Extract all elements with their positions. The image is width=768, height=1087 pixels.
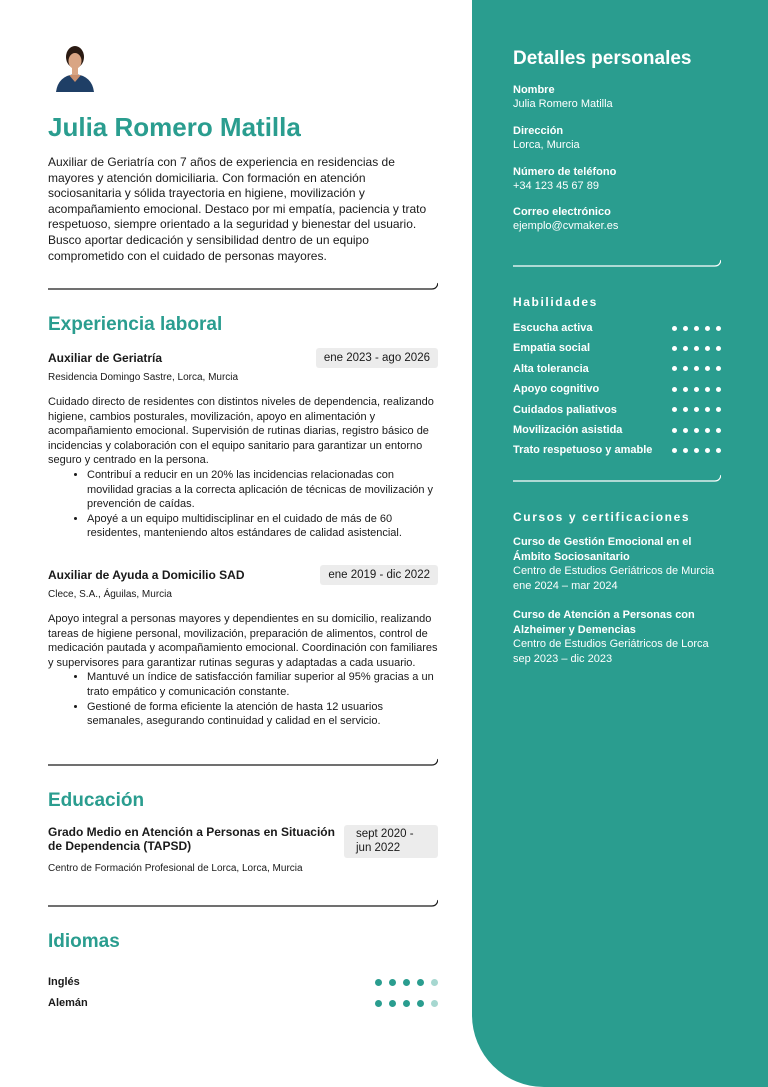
skill-row: [513, 423, 721, 437]
skill-name: Escucha activa: [513, 322, 593, 334]
section-divider: [48, 281, 438, 290]
skill-row: [513, 362, 721, 376]
languages-title: Idiomas: [48, 931, 120, 952]
course-entry: [513, 608, 728, 666]
course-institution: Centro de Estudios Geriátricos de Murcia: [513, 565, 715, 578]
date-badge: sept 2020 - jun 2022: [344, 825, 438, 858]
skills-title: Habilidades: [513, 295, 598, 309]
skill-row: [513, 382, 721, 396]
sidebar: [472, 0, 768, 1087]
level-dot: [431, 1000, 438, 1007]
course-title: Curso de Atención a Personas con Alzheimer y Demencias: [513, 609, 695, 636]
detail-label: Correo electrónico: [513, 206, 611, 218]
detail-name: [513, 83, 733, 111]
candidate-name: Julia Romero Matilla: [48, 112, 301, 142]
level-dot: [694, 346, 699, 351]
level-dot: [403, 979, 410, 986]
level-dot: [672, 448, 677, 453]
company: Clece, S.A., Águilas, Murcia: [48, 589, 172, 600]
course-dates: ene 2024 – mar 2024: [513, 579, 618, 592]
achievement-item: • Gestioné de forma eficiente la atención de hasta 12 usuarios semanales, asegurando continuidad y calidad en el servicio.: [87, 700, 438, 729]
level-dot: [672, 387, 677, 392]
job-description: Cuidado directo de residentes con distintos niveles de dependencia, realizando higiene, cambios posturales, movilización, apoyo en alimentación y acompañamiento emocional. Supervisión de rutinas diarias, registro básico de incidencias y colaboración con el equipo sanitario para garantizar un entorno seguro y centrado en la persona.: [48, 396, 434, 467]
level-dot: [683, 448, 688, 453]
detail-label: Dirección: [513, 125, 564, 137]
level-dot: [694, 428, 699, 433]
course-dates: sep 2023 – dic 2023: [513, 652, 613, 665]
level-dot: [375, 979, 382, 986]
skill-level: [672, 428, 721, 433]
skill-row: [513, 403, 721, 417]
skill-level: [672, 387, 721, 392]
language-name: Inglés: [48, 976, 80, 988]
section-divider: [48, 757, 438, 766]
level-dot: [672, 366, 677, 371]
skill-name: Empatia social: [513, 342, 591, 355]
education-title: Educación: [48, 790, 145, 811]
school: Centro de Formación Profesional de Lorca, Lorca, Murcia: [48, 863, 303, 874]
skill-name: Movilización asistida: [513, 424, 623, 436]
level-dot: [403, 1000, 410, 1007]
level-dot: [705, 428, 710, 433]
language-level: [375, 1000, 438, 1007]
level-dot: [705, 387, 710, 392]
level-dot: [716, 366, 721, 371]
level-dot: [716, 346, 721, 351]
level-dot: [716, 448, 721, 453]
skill-level: [672, 326, 721, 331]
level-dot: [417, 979, 424, 986]
skill-level: [672, 346, 721, 351]
skill-level: [672, 448, 721, 453]
detail-label: Nombre: [513, 84, 555, 96]
course-institution: Centro de Estudios Geriátricos de Lorca: [513, 638, 709, 651]
detail-email: [513, 205, 733, 233]
level-dot: [705, 448, 710, 453]
level-dot: [672, 326, 677, 331]
courses-title: Cursos y certificaciones: [513, 510, 691, 524]
skill-row: [513, 321, 721, 335]
date-badge: ene 2019 - dic 2022: [320, 565, 438, 585]
section-divider: [513, 474, 721, 482]
level-dot: [389, 979, 396, 986]
level-dot: [683, 387, 688, 392]
level-dot: [716, 407, 721, 412]
degree-title: Grado Medio en Atención a Personas en Situación de Dependencia (TAPSD): [48, 825, 335, 853]
level-dot: [683, 346, 688, 351]
level-dot: [672, 428, 677, 433]
job-title: Auxiliar de Ayuda a Domicilio SAD: [48, 568, 245, 582]
level-dot: [716, 326, 721, 331]
skill-name: Trato respetuoso y amable: [513, 444, 653, 457]
detail-address: [513, 124, 733, 152]
achievements-list: [48, 670, 438, 728]
detail-value: Julia Romero Matilla: [513, 98, 613, 110]
detail-value: +34 123 45 67 89: [513, 180, 599, 192]
level-dot: [672, 407, 677, 412]
level-dot: [375, 1000, 382, 1007]
job-entry: [48, 565, 438, 729]
job-title: Auxiliar de Geriatría: [48, 351, 163, 365]
company: Residencia Domingo Sastre, Lorca, Murcia: [48, 372, 239, 383]
language-row: [48, 975, 438, 989]
skill-level: [672, 407, 721, 412]
level-dot: [716, 428, 721, 433]
level-dot: [705, 366, 710, 371]
level-dot: [431, 979, 438, 986]
detail-value: ejemplo@cvmaker.es: [513, 220, 619, 232]
level-dot: [716, 387, 721, 392]
avatar: [52, 42, 98, 92]
level-dot: [672, 346, 677, 351]
course-title: Curso de Gestión Emocional en el Ámbito Sociosanitario: [513, 536, 692, 563]
date-badge: ene 2023 - ago 2026: [316, 348, 438, 368]
level-dot: [705, 326, 710, 331]
education-entry: [48, 825, 438, 874]
personal-details-title: Detalles personales: [513, 48, 692, 69]
language-row: [48, 996, 438, 1010]
course-entry: [513, 535, 728, 593]
experience-title: Experiencia laboral: [48, 314, 223, 335]
skill-row: [513, 443, 721, 457]
skill-name: Alta tolerancia: [513, 362, 589, 375]
level-dot: [417, 1000, 424, 1007]
level-dot: [694, 387, 699, 392]
language-name: Alemán: [48, 997, 88, 1009]
level-dot: [694, 448, 699, 453]
level-dot: [694, 407, 699, 412]
skill-level: [672, 366, 721, 371]
level-dot: [389, 1000, 396, 1007]
detail-value: Lorca, Murcia: [513, 139, 580, 151]
section-divider: [48, 898, 438, 907]
level-dot: [683, 326, 688, 331]
job-entry: [48, 348, 438, 541]
skill-row: [513, 341, 721, 355]
job-description: Apoyo integral a personas mayores y dependientes en su domicilio, realizando tareas de higiene personal, movilización, preparación de alimentos, control de medicación pautada y acompañamiento emocional. Coordinación con familiares y supervisores para garantizar rutinas seguras y adaptadas a cada usuario.: [48, 613, 438, 669]
detail-label: Número de teléfono: [513, 166, 617, 178]
profile-summary: Auxiliar de Geriatría con 7 años de experiencia en residencias de mayores y atención domiciliaria. Con formación en atención sociosanitaria y sólida trayectoria en higiene, movilización y acompañamiento emocional. Destaco por mi empatía, paciencia y trato respetuoso, siempre orientado a la seguridad y bienestar del usuario. Busco aportar dedicación y sensibilidad dentro de un equipo comprometido con el cuidado de personas mayores.: [48, 155, 427, 263]
level-dot: [705, 346, 710, 351]
level-dot: [694, 326, 699, 331]
section-divider: [513, 259, 721, 267]
achievement-item: • Apoyé a un equipo multidisciplinar en el cuidado de más de 60 residentes, manteniendo altos estándares de calidad asistencial.: [87, 512, 438, 541]
level-dot: [683, 428, 688, 433]
achievement-item: • Mantuvé un índice de satisfacción familiar superior al 95% gracias a un trato empático y comunicación constante.: [87, 670, 438, 699]
skill-name: Apoyo cognitivo: [513, 383, 600, 396]
achievements-list: [48, 468, 438, 541]
skill-name: Cuidados paliativos: [513, 403, 617, 416]
level-dot: [705, 407, 710, 412]
achievement-item: • Contribuí a reducir en un 20% las incidencias relacionadas con movilidad gracias a la correcta aplicación de técnicas de movilización y prevención de caídas.: [87, 468, 438, 512]
level-dot: [683, 366, 688, 371]
language-level: [375, 979, 438, 986]
detail-phone: [513, 165, 733, 193]
level-dot: [683, 407, 688, 412]
level-dot: [694, 366, 699, 371]
